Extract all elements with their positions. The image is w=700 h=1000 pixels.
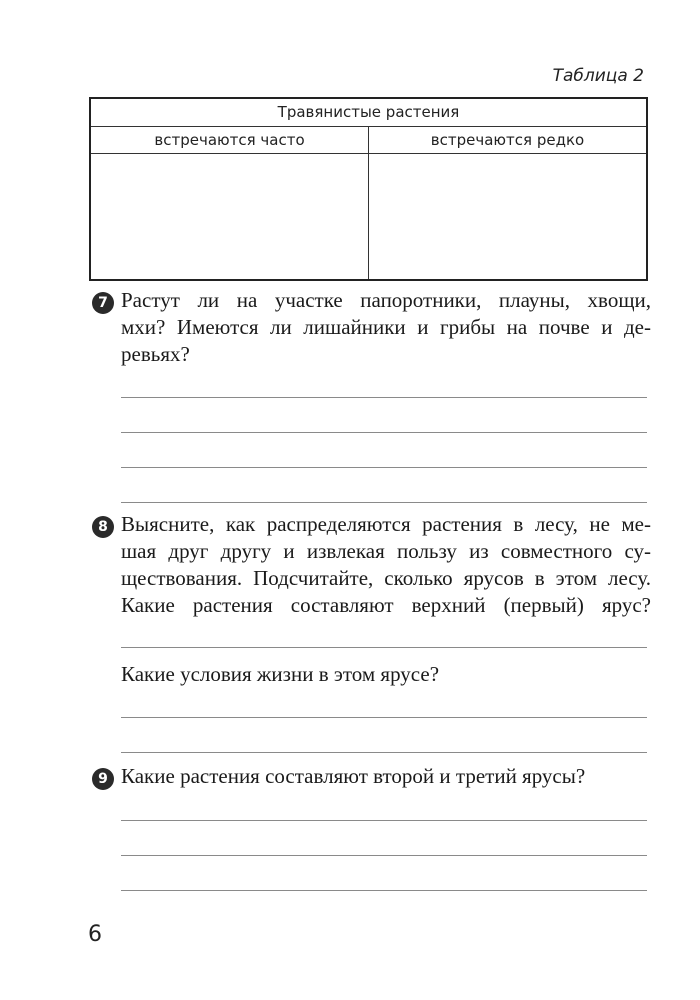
question-7-text bbox=[121, 287, 651, 368]
question-8-line: шая друг другу и извлекая пользу из совместного су- bbox=[121, 539, 651, 563]
answer-line[interactable] bbox=[121, 397, 647, 398]
table-header: Травянистые растения bbox=[91, 99, 646, 127]
question-9-text bbox=[121, 763, 651, 790]
question-8-line: Какие растения составляют верхний (первый) ярус? bbox=[121, 593, 651, 617]
table-answer-row bbox=[91, 154, 646, 279]
question-9-number: 9 bbox=[92, 768, 114, 790]
answer-cell-often[interactable] bbox=[91, 154, 369, 279]
table-column-headers bbox=[91, 127, 646, 154]
question-9-line: Какие растения составляют второй и третий ярусы? bbox=[121, 764, 586, 788]
herbaceous-plants-table bbox=[89, 97, 648, 281]
question-7-number: 7 bbox=[92, 292, 114, 314]
question-7-line: мхи? Имеются ли лишайники и грибы на почве и де- bbox=[121, 315, 651, 339]
answer-line[interactable] bbox=[121, 890, 647, 891]
question-8-line: ществования. Подсчитайте, сколько ярусов в этом лесу. bbox=[121, 566, 651, 590]
answer-line[interactable] bbox=[121, 855, 647, 856]
question-8-text bbox=[121, 511, 651, 619]
question-7-line: ревьях? bbox=[121, 342, 190, 366]
question-7-line: Растут ли на участке папоротники, плауны, хвощи, bbox=[121, 288, 651, 312]
column-header-rarely: встречаются редко bbox=[430, 131, 585, 149]
answer-cell-rarely[interactable] bbox=[369, 154, 646, 279]
question-8-line: Выясните, как распределяются растения в лесу, не ме- bbox=[121, 512, 651, 536]
question-8-followup: Какие условия жизни в этом ярусе? bbox=[121, 662, 440, 686]
answer-line[interactable] bbox=[121, 502, 647, 503]
answer-line[interactable] bbox=[121, 647, 647, 648]
question-8-number: 8 bbox=[92, 516, 114, 538]
answer-line[interactable] bbox=[121, 432, 647, 433]
answer-line[interactable] bbox=[121, 752, 647, 753]
answer-line[interactable] bbox=[121, 717, 647, 718]
answer-line[interactable] bbox=[121, 820, 647, 821]
page-number: 6 bbox=[88, 922, 102, 947]
table-caption: Таблица 2 bbox=[552, 66, 644, 86]
column-header-often: встречаются часто bbox=[91, 127, 369, 153]
answer-line[interactable] bbox=[121, 467, 647, 468]
